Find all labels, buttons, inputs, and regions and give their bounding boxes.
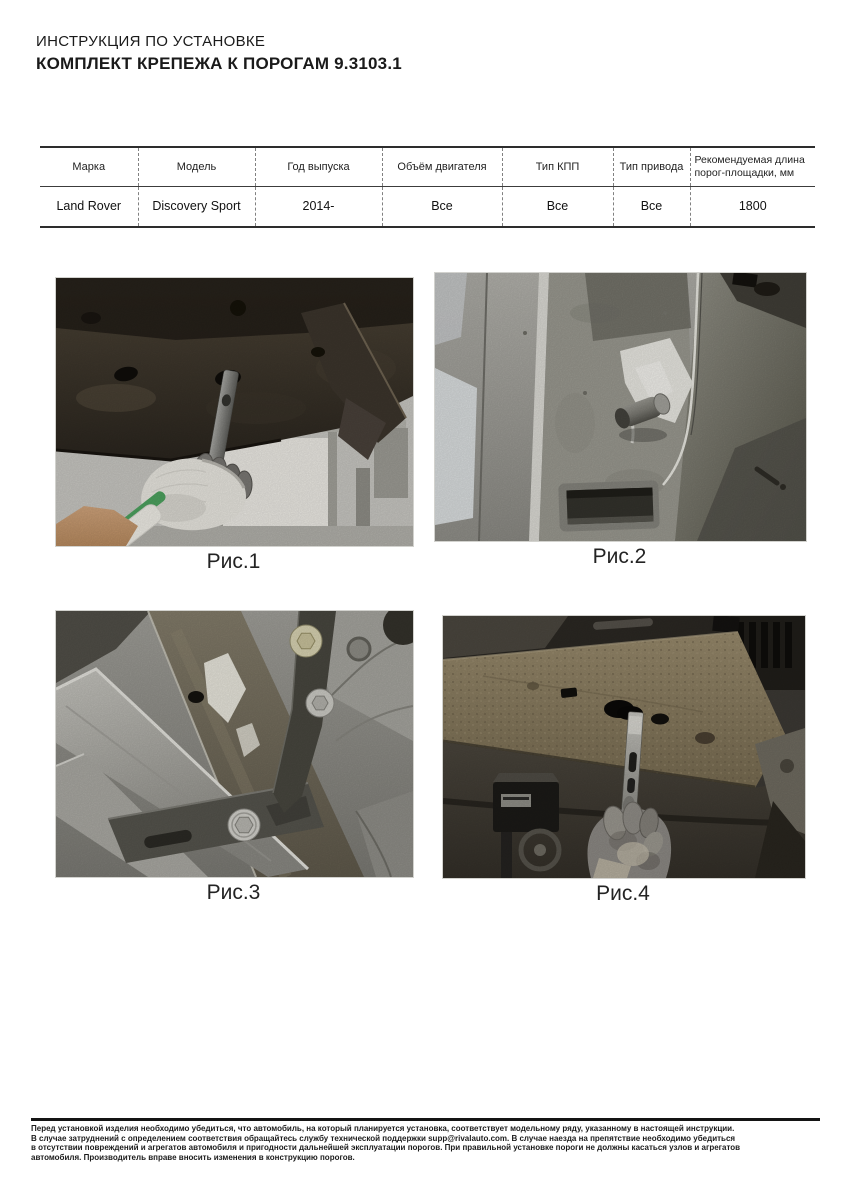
cell-model: Discovery Sport	[138, 186, 255, 227]
cell-engine: Все	[382, 186, 502, 227]
figure-2	[434, 272, 805, 569]
header-drivetype: Тип привода	[613, 147, 690, 186]
figure-2-caption: Рис.2	[592, 545, 647, 568]
figure-1-photo-underbody-wrench	[55, 277, 414, 547]
figure-3-caption: Рис.3	[206, 881, 261, 904]
cell-recommended-length: 1800	[690, 186, 815, 227]
document-subtitle: ИНСТРУКЦИЯ ПО УСТАНОВКЕ	[36, 33, 266, 50]
header-model: Модель	[138, 147, 255, 186]
header-engine: Объём двигателя	[382, 147, 502, 186]
figure-4-caption: Рис.4	[596, 882, 650, 905]
figure-3	[55, 610, 412, 905]
footer-line: в отсутствии повреждений и агрегатов автомобиля и пригодности дальнейшей эксплуатации порогов. При правильной установке пороги не должны касаться узлов и агрегатов	[31, 1143, 741, 1153]
figure-1-caption: Рис.1	[206, 550, 261, 573]
footer-line: Перед установкой изделия необходимо убедиться, что автомобиль, на который планируется установка, соответствует модельному ряду, указанному в настоящей инструкции.	[31, 1124, 735, 1133]
header-gearbox: Тип КПП	[502, 147, 613, 186]
table-header-row	[40, 147, 815, 186]
figure-4-photo-strip-insert	[442, 615, 806, 879]
footer-notice	[31, 1118, 820, 1162]
vehicle-fitment-table	[40, 146, 815, 228]
cell-drivetype: Все	[613, 186, 690, 227]
figure-2-photo-sill-stud	[434, 272, 807, 542]
figure-1	[55, 277, 412, 574]
header-brand: Марка	[40, 147, 138, 186]
figure-3-photo-bracket-installed	[55, 610, 414, 878]
document-header	[36, 33, 402, 74]
cell-year: 2014-	[255, 186, 382, 227]
cell-gearbox: Все	[502, 186, 613, 227]
footer-line: автомобиля. Производитель вправе вносить изменения в конструкцию порогов.	[31, 1152, 355, 1162]
figure-4	[442, 615, 804, 906]
header-year: Год выпуска	[255, 147, 382, 186]
header-recommended-length: Рекомендуемая длина порог-площадки, мм	[690, 147, 815, 186]
table-row	[40, 186, 815, 227]
cell-brand: Land Rover	[56, 199, 122, 214]
footer-line: В случае затруднений с определением соответствия обращайтесь службу технической поддержки supp@rivalauto.com. В случае наезда на препятствие необходимо убедиться	[31, 1133, 736, 1143]
document-title: КОМПЛЕКТ КРЕПЕЖА К ПОРОГАМ 9.3103.1	[36, 54, 402, 73]
